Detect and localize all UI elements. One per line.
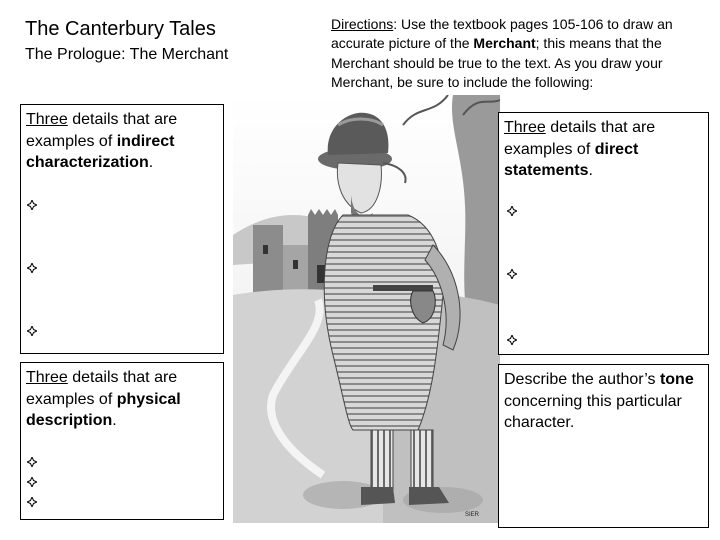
indirect-underlined: Three	[26, 111, 68, 128]
diamond-bullet-icon	[27, 477, 37, 487]
direct-bold: direct statements	[504, 140, 639, 179]
belt	[373, 285, 433, 291]
direct-end: .	[588, 162, 593, 179]
diamond-bullet-icon	[27, 326, 37, 336]
direct-statements-box	[498, 112, 709, 355]
left-leg	[371, 430, 393, 490]
author-tone-box	[498, 364, 709, 528]
tone-bold: tone	[659, 371, 694, 388]
physical-description-box	[20, 362, 224, 520]
directions-label: Directions	[331, 16, 394, 32]
direct-plain: details that are examples of	[504, 119, 656, 158]
physical-bold: physical description	[26, 390, 181, 429]
tone-heading	[504, 369, 703, 434]
indirect-bold: indirect characterization	[26, 132, 175, 171]
diamond-bullet-icon	[507, 206, 517, 216]
directions-text	[331, 15, 701, 92]
left-boot	[361, 487, 395, 505]
physical-heading	[26, 367, 218, 432]
diamond-bullet-icon	[507, 269, 517, 279]
indirect-characterization-box	[20, 104, 224, 354]
page-subtitle: The Prologue: The Merchant	[25, 46, 229, 63]
merchant-drawing	[233, 95, 500, 523]
physical-end: .	[112, 412, 117, 429]
tone-after: concerning this particular character.	[504, 392, 682, 431]
indirect-plain: details that are examples of	[26, 111, 178, 150]
directions-bold: Merchant	[473, 35, 536, 52]
direct-heading	[504, 117, 703, 182]
tone-before: Describe the author’s	[504, 371, 660, 388]
diamond-bullet-icon	[27, 200, 37, 210]
diamond-bullet-icon	[507, 335, 517, 345]
physical-plain: details that are examples of	[26, 369, 178, 408]
indirect-end: .	[148, 154, 154, 171]
diamond-bullet-icon	[27, 457, 37, 467]
physical-underlined: Three	[26, 369, 68, 386]
diamond-bullet-icon	[27, 263, 37, 273]
merchant-illustration	[233, 95, 500, 523]
directions-text-a: : Use the textbook pages 105-106 to draw an accurate picture of the	[331, 16, 673, 52]
page-title: The Canterbury Tales	[25, 18, 216, 40]
indirect-heading	[26, 109, 218, 174]
directions-text-b: ; this means that the Merchant should be true to the text. As you draw your Merchant, be sure to include the following:	[331, 35, 663, 90]
direct-underlined: Three	[504, 119, 546, 136]
right-leg	[411, 430, 433, 490]
diamond-bullet-icon	[27, 497, 37, 507]
artist-signature: SIER	[465, 512, 480, 518]
